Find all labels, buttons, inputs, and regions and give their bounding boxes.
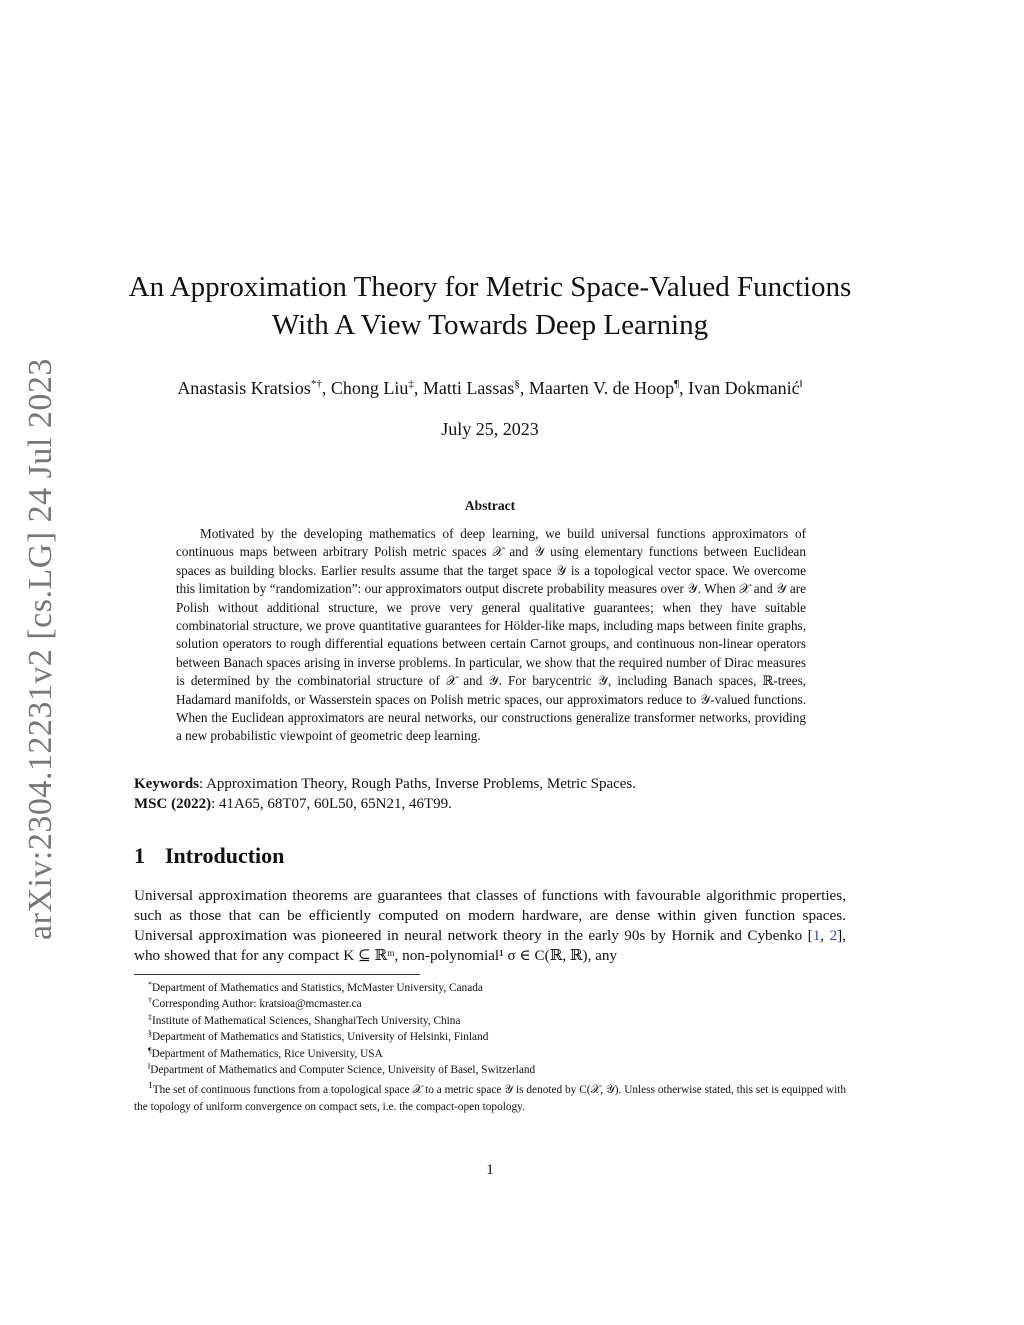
author-name: Maarten V. de Hoop <box>528 378 675 398</box>
author-name: Ivan Dokmanić <box>688 378 800 398</box>
footnote-affiliation <box>134 1013 846 1029</box>
title-line-1: An Approximation Theory for Metric Space-Valued Functions <box>128 271 852 303</box>
footnote-affiliation <box>134 1046 846 1062</box>
author <box>423 378 529 398</box>
author-affiliation-mark: *† <box>310 378 322 390</box>
keywords-block <box>134 774 846 814</box>
author-separator: , <box>519 378 529 398</box>
author-affiliation-mark: ‡ <box>408 378 414 390</box>
author-name: Chong Liu <box>330 378 409 398</box>
intro-text-end: ], who showed that for any compact K ⊆ ℝᵐ, non-polynomial¹ σ ∈ C(ℝ, ℝ), any <box>134 927 847 964</box>
footnote-mark: ¶ <box>148 1045 152 1055</box>
author-separator: , <box>413 378 423 398</box>
abstract-text: Motivated by the developing mathematics of deep learning, we build universal functions approximators of continuous maps between arbitrary Polish metric spaces 𝒳 and 𝒴 using elementary functions between Euclidean spaces as building blocks. Earlier results assume that the target space 𝒴 is a topological vector space. We overcome this limitation by “randomization”: our approximators output discrete probability measures over 𝒴. When 𝒳 and 𝒴 are Polish without additional structure, we prove very general qualitative guarantees; when they have suitable combinatorial structure, we prove quantitative guarantees for Hölder-like maps, including maps between finite graphs, solution operators to rough differential equations between certain Carnot groups, and continuous non-linear operators between Banach spaces arising in inverse problems. In particular, we show that the required number of Dirac measures is determined by the combinatorial structure of 𝒳 and 𝒴. For barycentric 𝒴, including Banach spaces, ℝ-trees, Hadamard manifolds, or Wasserstein spaces on Polish metric spaces, our approximators reduce to 𝒴-valued functions. When the Euclidean approximators are neural networks, our constructions generalize transformer networks, providing a new probabilistic viewpoint of geometric deep learning. <box>176 526 806 744</box>
footnote-mark: § <box>148 1029 152 1039</box>
publication-date: July 25, 2023 <box>441 419 539 439</box>
msc-value: : 41A65, 68T07, 60L50, 65N21, 46T99. <box>211 796 452 812</box>
footnote-affiliation <box>134 1029 846 1045</box>
author-list <box>100 376 880 400</box>
author-affiliation-mark: ‖ <box>799 378 803 390</box>
author-separator: , <box>679 378 689 398</box>
section-number: 1 <box>134 843 145 868</box>
author-name: Anastasis Kratsios <box>177 378 311 398</box>
abstract-heading: Abstract <box>464 498 516 513</box>
footnote-text: Department of Mathematics and Computer Science, University of Basel, Switzerland <box>150 1064 536 1077</box>
footnote-text: Department of Mathematics and Statistics, McMaster University, Canada <box>152 982 483 994</box>
footnote-text: Department of Mathematics, Rice University, USA <box>151 1047 383 1060</box>
footnote-mark: * <box>148 980 152 989</box>
footnote-1 <box>134 1078 846 1115</box>
author <box>177 378 331 398</box>
author-affiliation-mark: § <box>514 378 520 390</box>
section-heading <box>134 843 284 869</box>
footnote-text: Department of Mathematics and Statistics, University of Helsinki, Finland <box>152 1031 489 1044</box>
intro-text-start: Universal approximation theorems are guarantees that classes of functions with favourable algorithmic properties, such as those that can be efficiently computed on modern hardware, are dense within given function spaces. Universal approximation was pioneered in neural network theory in the early 90s by Hornik and Cybenko [ <box>134 887 846 944</box>
author <box>529 378 688 398</box>
footnote-affiliation <box>134 1062 846 1078</box>
citation-link[interactable]: 2 <box>829 927 838 944</box>
footnote-text: Institute of Mathematical Sciences, ShanghaiTech University, China <box>152 1014 461 1027</box>
footnote-affiliation <box>134 996 846 1012</box>
msc-line <box>134 794 846 814</box>
footnote-affiliation <box>134 980 846 996</box>
footnote-mark: ‡ <box>148 1012 152 1022</box>
page-number: 1 <box>486 1162 494 1178</box>
footnote-divider <box>134 974 420 975</box>
author <box>331 378 423 398</box>
keywords-label: Keywords <box>134 776 199 792</box>
intro-paragraph <box>134 886 846 966</box>
msc-label: MSC (2022) <box>134 796 212 812</box>
footnote-text: The set of continuous functions from a topological space 𝒳 to a metric space 𝒴 is denoted by C(𝒳, 𝒴). Unless otherwise stated, this set is equipped with the topology of uniform convergence on compact sets, i.e. the compact-open topology. <box>134 1084 846 1113</box>
author-separator: , <box>321 378 331 398</box>
footnote-mark: 1 <box>148 1081 153 1092</box>
footnote-text: Corresponding Author: kratsioa@mcmaster.ca <box>152 998 362 1011</box>
paper-title <box>100 268 880 344</box>
section-title: Introduction <box>165 843 285 868</box>
footnotes <box>134 980 846 1115</box>
author-name: Matti Lassas <box>422 378 515 398</box>
author <box>688 378 803 398</box>
keywords-line <box>134 774 846 794</box>
footnote-mark: † <box>148 996 152 1006</box>
keywords-value: : Approximation Theory, Rough Paths, Inverse Problems, Metric Spaces. <box>199 776 637 792</box>
title-line-2: With A View Towards Deep Learning <box>271 309 709 341</box>
author-affiliation-mark: ¶ <box>674 378 680 390</box>
citation-separator: , <box>820 927 830 944</box>
arxiv-identifier-stamp: arXiv:2304.12231v2 [cs.LG] 24 Jul 2023 <box>22 358 59 940</box>
footnote-mark: ‖ <box>148 1062 151 1072</box>
citation-link[interactable]: 1 <box>812 927 821 944</box>
